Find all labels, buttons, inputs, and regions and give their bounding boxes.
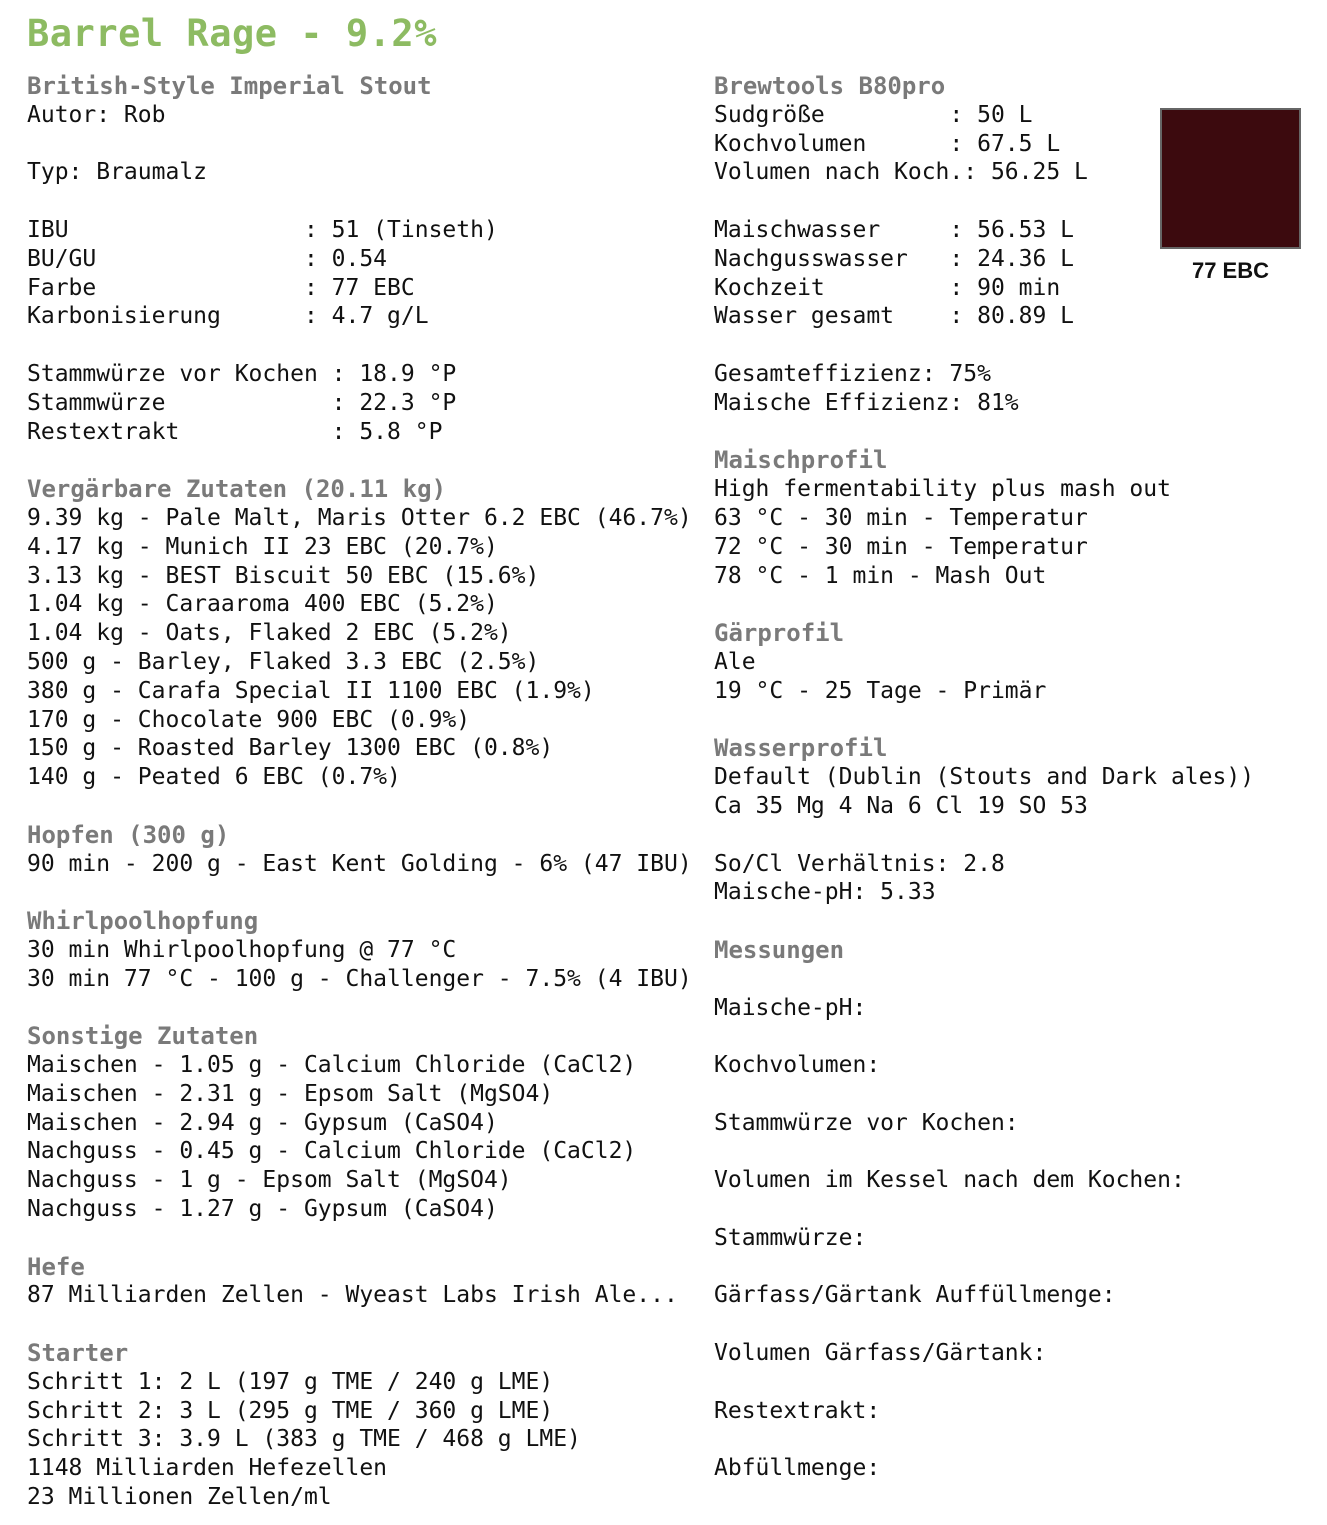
measurement-field: Kochvolumen:	[714, 1052, 881, 1079]
beer-color-label: 77 EBC	[1191, 258, 1270, 283]
so-cl-ratio: So/Cl Verhältnis: 2.8	[714, 850, 1005, 877]
boil-volume: Kochvolumen : 67.5 L	[714, 130, 1061, 157]
mash-step: 72 °C - 30 min - Temperatur	[714, 533, 1088, 560]
starter-item: Schritt 2: 3 L (295 g TME / 360 g LME)	[27, 1397, 554, 1424]
fermentation-profile-heading: Gärprofil	[714, 619, 845, 648]
author: Autor: Rob	[27, 101, 166, 128]
mash-water: Maischwasser : 56.53 L	[714, 216, 1075, 243]
other-ingredient-item: Nachguss - 1 g - Epsom Salt (MgSO4)	[27, 1167, 512, 1194]
water-profile-item: Ca 35 Mg 4 Na 6 Cl 19 SO 53	[714, 792, 1088, 819]
other-ingredient-item: Maischen - 1.05 g - Calcium Chloride (CaCl2)	[27, 1052, 637, 1079]
fermentation-item: Ale	[714, 648, 756, 675]
mash-profile-heading: Maischprofil	[714, 446, 888, 475]
stat-color: Farbe : 77 EBC	[27, 274, 415, 301]
fermentables-heading: Vergärbare Zutaten (20.11 kg)	[27, 475, 447, 504]
mash-step: High fermentability plus mash out	[714, 476, 1171, 503]
starter-item: 1148 Milliarden Hefezellen	[27, 1455, 388, 1482]
measurements-heading: Messungen	[714, 935, 845, 964]
total-efficiency: Gesamteffizienz: 75%	[714, 360, 991, 387]
style-heading: British-Style Imperial Stout	[27, 72, 432, 100]
fermentable-item: 4.17 kg - Munich II 23 EBC (20.7%)	[27, 533, 498, 560]
measurement-field: Stammwürze vor Kochen:	[714, 1109, 1019, 1136]
starter-item: Schritt 1: 2 L (197 g TME / 240 g LME)	[27, 1368, 554, 1395]
stat-original-gravity: Stammwürze : 22.3 °P	[27, 389, 457, 416]
yeast-heading: Hefe	[27, 1252, 85, 1281]
measurement-field: Abfüllmenge:	[714, 1455, 881, 1482]
mash-ph: Maische-pH: 5.33	[714, 879, 936, 906]
total-water: Wasser gesamt : 80.89 L	[714, 303, 1075, 330]
stat-final-gravity: Restextrakt : 5.8 °P	[27, 418, 443, 445]
other-ingredient-item: Maischen - 2.31 g - Epsom Salt (MgSO4)	[27, 1080, 554, 1107]
left-column	[27, 72, 697, 1512]
beer-color-swatch	[1160, 108, 1301, 249]
mash-step: 78 °C - 1 min - Mash Out	[714, 562, 1047, 589]
starter-item: Schritt 3: 3.9 L (383 g TME / 468 g LME)	[27, 1426, 581, 1453]
measurement-field: Stammwürze:	[714, 1224, 867, 1251]
other-ingredient-item: Nachguss - 1.27 g - Gypsum (CaSO4)	[27, 1196, 498, 1223]
hop-item: 90 min - 200 g - East Kent Golding - 6% (47 IBU)	[27, 850, 692, 877]
recipe-type: Typ: Braumalz	[27, 159, 208, 186]
equipment-heading: Brewtools B80pro	[714, 72, 946, 100]
other-ingredient-item: Nachguss - 0.45 g - Calcium Chloride (CaCl2)	[27, 1138, 637, 1165]
boil-time: Kochzeit : 90 min	[714, 274, 1061, 301]
fermentation-item: 19 °C - 25 Tage - Primär	[714, 677, 1047, 704]
yeast-item: 87 Milliarden Zellen - Wyeast Labs Irish Ale...	[27, 1282, 678, 1309]
whirlpool-heading: Whirlpoolhopfung	[27, 907, 259, 936]
mash-step: 63 °C - 30 min - Temperatur	[714, 504, 1088, 531]
measurement-field: Maische-pH:	[714, 994, 867, 1021]
fermentable-item: 9.39 kg - Pale Malt, Maris Otter 6.2 EBC (46.7%)	[27, 504, 692, 531]
whirlpool-item: 30 min 77 °C - 100 g - Challenger - 7.5% (4 IBU)	[27, 965, 692, 992]
fermentable-item: 1.04 kg - Oats, Flaked 2 EBC (5.2%)	[27, 620, 512, 647]
water-profile-heading: Wasserprofil	[714, 734, 888, 763]
measurement-field: Volumen Gärfass/Gärtank:	[714, 1340, 1047, 1367]
stat-carbonation: Karbonisierung : 4.7 g/L	[27, 303, 429, 330]
other-ingredient-item: Maischen - 2.94 g - Gypsum (CaSO4)	[27, 1109, 498, 1136]
measurement-field: Volumen im Kessel nach dem Kochen:	[714, 1167, 1185, 1194]
fermentable-item: 170 g - Chocolate 900 EBC (0.9%)	[27, 706, 471, 733]
stat-pre-boil-gravity: Stammwürze vor Kochen : 18.9 °P	[27, 360, 457, 387]
measurement-field: Restextrakt:	[714, 1397, 881, 1424]
mash-efficiency: Maische Effizienz: 81%	[714, 389, 1019, 416]
fermentable-item: 3.13 kg - BEST Biscuit 50 EBC (15.6%)	[27, 562, 540, 589]
water-profile-item: Default (Dublin (Stouts and Dark ales))	[714, 764, 1255, 791]
post-boil-volume: Volumen nach Koch.: 56.25 L	[714, 159, 1088, 186]
other-ingredients-heading: Sonstige Zutaten	[27, 1022, 259, 1051]
stat-bugu: BU/GU : 0.54	[27, 245, 388, 272]
starter-item: 23 Millionen Zellen/ml	[27, 1484, 332, 1511]
starter-heading: Starter	[27, 1339, 129, 1368]
fermentable-item: 1.04 kg - Caraaroma 400 EBC (5.2%)	[27, 591, 498, 618]
fermentable-item: 140 g - Peated 6 EBC (0.7%)	[27, 764, 401, 791]
batch-size: Sudgröße : 50 L	[714, 101, 1033, 128]
whirlpool-item: 30 min Whirlpoolhopfung @ 77 °C	[27, 936, 457, 963]
fermentable-item: 150 g - Roasted Barley 1300 EBC (0.8%)	[27, 735, 554, 762]
hops-heading: Hopfen (300 g)	[27, 820, 230, 849]
sparge-water: Nachgusswasser : 24.36 L	[714, 245, 1075, 272]
fermentable-item: 380 g - Carafa Special II 1100 EBC (1.9%)	[27, 677, 595, 704]
fermentable-item: 500 g - Barley, Flaked 3.3 EBC (2.5%)	[27, 648, 540, 675]
measurement-field: Gärfass/Gärtank Auffüllmenge:	[714, 1282, 1116, 1309]
recipe-title: Barrel Rage - 9.2%	[27, 12, 437, 55]
stat-ibu: IBU : 51 (Tinseth)	[27, 216, 498, 243]
